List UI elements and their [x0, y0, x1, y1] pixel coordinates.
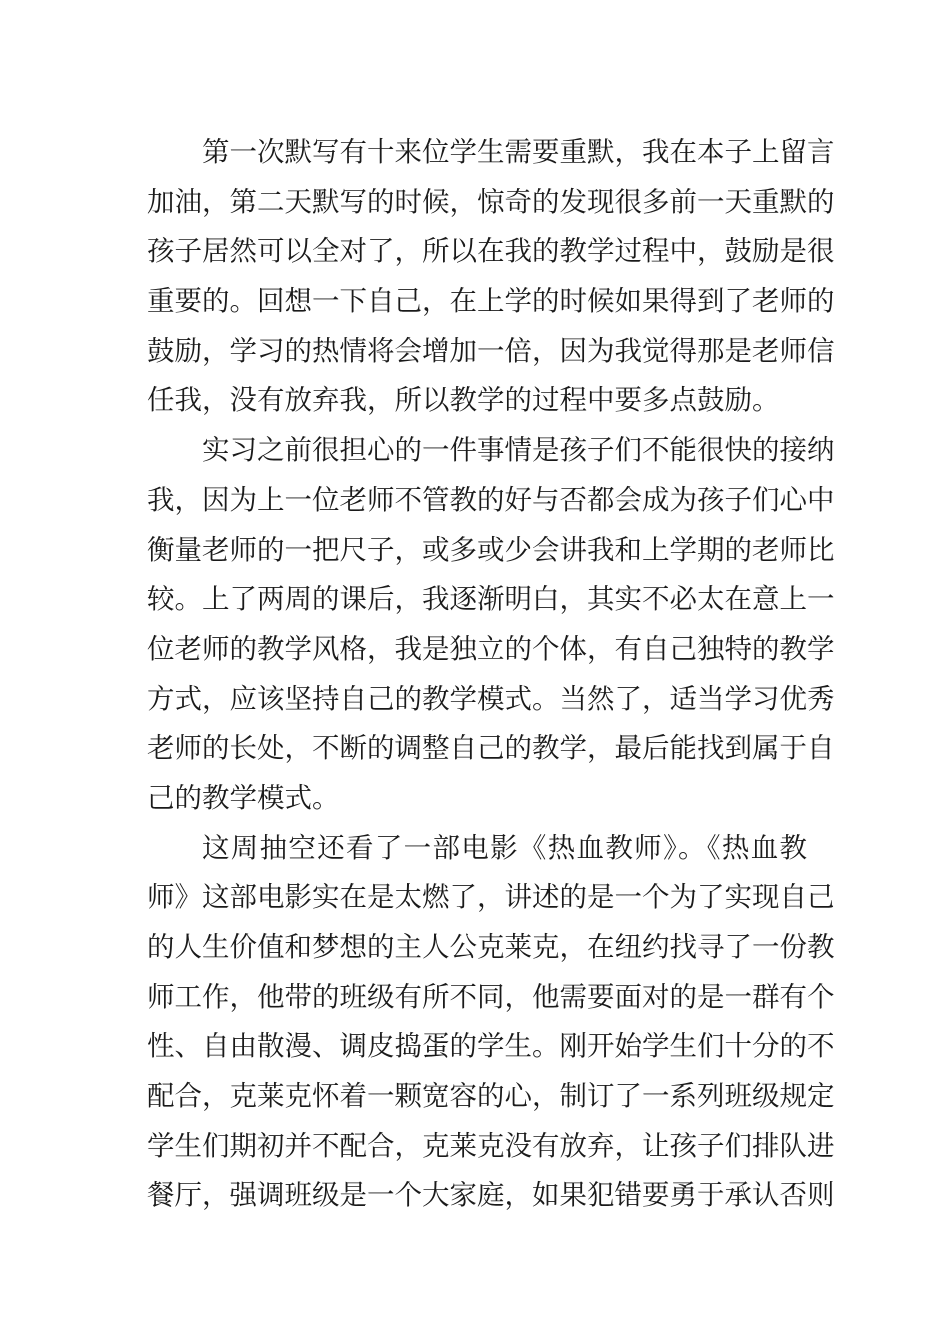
paragraph-1-line-4: 重要的。回想一下自己，在上学的时候如果得到了老师的 — [147, 285, 835, 318]
paragraph-3-line-4: 师工作，他带的班级有所不同，他需要面对的是一群有个 — [147, 980, 835, 1013]
paragraph-2-line-6: 方式，应该坚持自己的教学模式。当然了，适当学习优秀 — [147, 682, 835, 715]
paragraph-3-line-8: 餐厅，强调班级是一个大家庭，如果犯错要勇于承认否则 — [147, 1179, 835, 1212]
paragraph-2-line-3: 衡量老师的一把尺子，或多或少会讲我和上学期的老师比 — [147, 533, 835, 566]
paragraph-3-line-1: 这周抽空还看了一部电影《热血教师》。《热血教 — [202, 831, 807, 864]
paragraph-1-line-1: 第一次默写有十来位学生需要重默，我在本子上留言 — [202, 136, 835, 168]
paragraph-2-line-1: 实习之前很担心的一件事情是孩子们不能很快的接纳 — [202, 434, 835, 467]
paragraph-3-line-7: 学生们期初并不配合，克莱克没有放弃，让孩子们排队进 — [147, 1129, 835, 1162]
paragraph-3-line-6: 配合，克莱克怀着一颗宽容的心，制订了一系列班级规定 — [147, 1080, 835, 1113]
paragraph-3-line-3: 的人生价值和梦想的主人公克莱克，在纽约找寻了一份教 — [147, 931, 835, 963]
paragraph-1-line-3: 孩子居然可以全对了，所以在我的教学过程中，鼓励是很 — [147, 235, 835, 268]
document-body — [147, 128, 835, 1221]
paragraph-1-line-6: 任我，没有放弃我，所以教学的过程中要多点鼓励。 — [147, 384, 780, 417]
paragraph-2-line-2: 我，因为上一位老师不管教的好与否都会成为孩子们心中 — [147, 483, 835, 516]
paragraph-3-line-2: 师》这部电影实在是太燃了，讲述的是一个为了实现自己 — [147, 881, 835, 914]
paragraph-1-line-5: 鼓励，学习的热情将会增加一倍，因为我觉得那是老师信 — [147, 334, 835, 367]
paragraph-1-line-2: 加油，第二天默写的时候，惊奇的发现很多前一天重默的 — [147, 185, 835, 218]
paragraph-2-line-8: 己的教学模式。 — [147, 781, 340, 814]
paragraph-2-line-7: 老师的长处，不断的调整自己的教学，最后能找到属于自 — [147, 732, 835, 765]
paragraph-2-line-5: 位老师的教学风格，我是独立的个体，有自己独特的教学 — [147, 632, 835, 665]
paragraph-2-line-4: 较。上了两周的课后，我逐渐明白，其实不必太在意上一 — [147, 583, 835, 616]
paragraph-3-line-5: 性、自由散漫、调皮捣蛋的学生。刚开始学生们十分的不 — [147, 1030, 835, 1063]
